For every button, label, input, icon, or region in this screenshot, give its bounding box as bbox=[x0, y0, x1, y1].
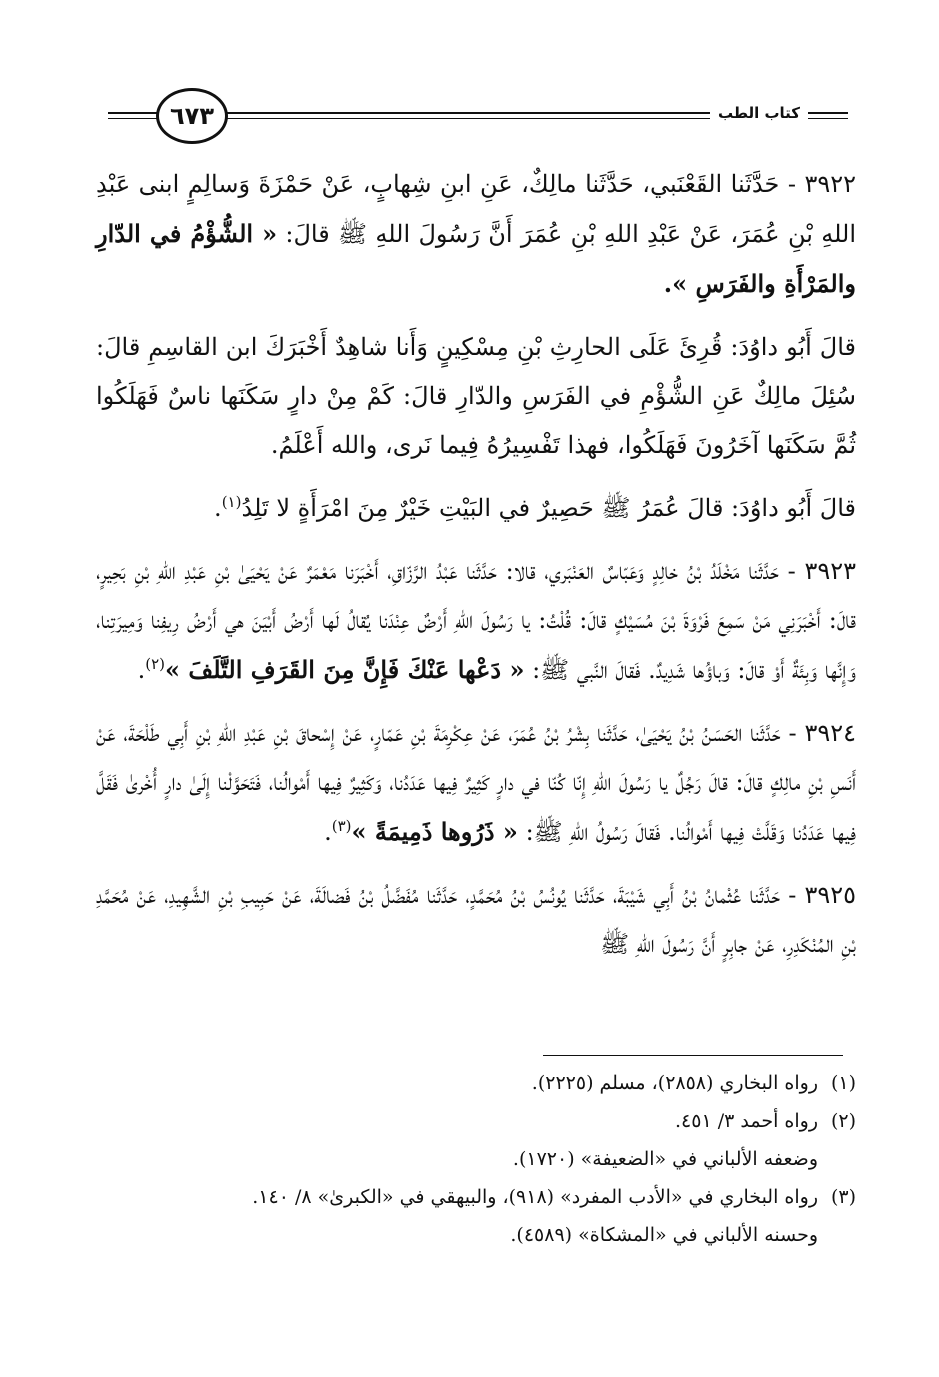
paragraph-text: . bbox=[214, 494, 222, 522]
paragraph-text: قالَ أَبُو داوُدَ: قُرِئَ عَلَى الحارِثِ بْنِ مِسْكِينٍ وَأَنا شاهِدٌ أَخْبَرَكَ ابن القاسِمِ قالَ: سُئِلَ مالِكٌ عَنِ الشُّؤْمِ في الفَرَسِ والدّارِ قالَ: كَمْ مِنْ دارٍ سَكَنَها ناسٌ فَهَلَكُوا ثُمَّ سَكَنَها آخَرُونَ فَهَلَكُوا، فهذا تَفْسِيرُهُ فِيما نَرى، والله أَعْلَمُ. bbox=[96, 333, 857, 459]
hadith-quote: « دَعْها عَنْكَ فَإِنَّ مِنَ القَرَفِ التَّلَفَ » bbox=[165, 655, 525, 684]
footnote bbox=[96, 1216, 856, 1254]
hadith-quote: « ذَرُوها ذَمِيمَةً » bbox=[351, 817, 518, 846]
footnote-text: رواه أحمد ٣/ ٤٥١. bbox=[675, 1110, 818, 1132]
hadith-paragraph bbox=[96, 871, 856, 969]
hadith-paragraph bbox=[96, 709, 856, 857]
paragraph-text: . bbox=[324, 818, 332, 846]
footnote-number: (١) bbox=[830, 1072, 856, 1094]
footnote-text: وحسنه الألباني في «المشكاة» (٤٥٨٩). bbox=[510, 1224, 818, 1246]
footnote bbox=[96, 1102, 856, 1140]
footnote-text: وضعفه الألباني في «الضعيفة» (١٧٢٠). bbox=[512, 1148, 818, 1170]
page-number-badge: ٦٧٣ bbox=[156, 88, 228, 144]
footnote-text: رواه البخاري في «الأدب المفرد» (٩١٨)، والبيهقي في «الكبرىٰ» ٨/ ١٤٠. bbox=[252, 1186, 818, 1208]
footnote-reference: (٢) bbox=[145, 655, 165, 673]
footnotes bbox=[96, 1064, 856, 1254]
hadith-paragraph bbox=[96, 160, 856, 309]
paragraph-text: ٣٩٢٥ - حَدَّثَنا عُثْمانُ بْنُ أَبِي شَيْبَةَ، حَدَّثَنا يُونُسُ بْنُ مُحَمَّدٍ، حَدَّثَنا مُفَضَّلُ بْنُ فَضالَةَ، عَنْ حَبِيبِ بْنِ الشَّهِيدِ، عَنْ مُحَمَّدِ بْنِ المُنْكَدِرِ، عَنْ جابِرٍ أَنَّ رَسُولَ اللهِ ﷺ bbox=[96, 881, 856, 958]
footnote bbox=[96, 1064, 856, 1102]
hadith-paragraph bbox=[96, 547, 856, 695]
footnote bbox=[96, 1178, 856, 1216]
paragraph-text: ٣٩٢٤ - حَدَّثَنا الحَسَنُ بْنُ يَحْيَىٰ، حَدَّثَنا بِشْرُ بْنُ عُمَرَ، عَنْ عِكْرِمَةَ بْنِ عَمّارٍ، عَنْ إِسْحاقَ بْنِ عَبْدِ اللهِ بْنِ أَبِي طَلْحَةَ، عَنْ أَنَسِ بْنِ مالِكٍ قالَ: قالَ رَجُلٌ يا رَسُولَ اللهِ إِنّا كُنّا في دارٍ كَثِيرٌ فِيها عَدَدُنا، وَكَثِيرٌ فِيها أَمْوالُنا، فَتَحَوَّلْنا إِلَىٰ دارٍ أُخْرىٰ فَقَلَّ فِيها عَدَدُنا وَقَلَّتْ فِيها أَمْوالُنا. فَقالَ رَسُولُ اللهِ ﷺ: bbox=[96, 719, 857, 846]
footnote-number: (٢) bbox=[830, 1110, 856, 1132]
paragraph-text: . bbox=[137, 656, 146, 684]
hadith-quote: « الشُّؤْمُ في الدّارِ والمَرْأَةِ والفَرَسِ ». bbox=[96, 219, 856, 298]
page-header bbox=[108, 88, 848, 148]
footnote-text: رواه البخاري (٢٨٥٨)، مسلم (٢٢٢٥). bbox=[531, 1072, 818, 1094]
paragraph-text: قالَ أَبُو داوُدَ: قالَ عُمَرُ ﷺ حَصِيرٌ في البَيْتِ خَيْرٌ مِنَ امْرَأَةٍ لا تَلِدُ bbox=[241, 494, 856, 522]
book-title: كتاب الطب bbox=[710, 104, 808, 122]
hadith-paragraph bbox=[96, 323, 856, 470]
footnote-number: (٣) bbox=[830, 1186, 856, 1208]
footnote-reference: (٣) bbox=[331, 817, 352, 835]
hadith-paragraph bbox=[96, 484, 856, 533]
footnote bbox=[96, 1140, 856, 1178]
footnote-reference: (١) bbox=[221, 493, 242, 511]
paragraph-text: ٣٩٢٣ - حَدَّثَنا مَخْلَدُ بْنُ خالِدٍ وَعَبّاسٌ العَنْبَري، قالا: حَدَّثَنا عَبْدُ الرَّزّاقِ، أَخْبَرَنا مَعْمَرٌ عَنْ يَحْيَىٰ بْنِ عَبْدِ اللهِ بْنِ بَحِيرٍ، قالَ: أَخْبَرَنِي مَنْ سَمِعَ فَرْوَةَ بْنَ مُسَيْكٍ قالَ: قُلْتُ: يا رَسُولَ اللهِ أَرْضٌ عِنْدَنا يُقالُ لَها أَرْضُ أَبْيَنَ هي أَرْضُ رِيفِنا وَمِيرَتِنا، وَإِنَّها وَبِئَةٌ أَوْ قالَ: وَباؤُها شَدِيدٌ. فَقالَ النَّبي ﷺ: bbox=[96, 557, 856, 684]
main-text bbox=[96, 160, 856, 983]
paragraph-text: ٣٩٢٢ - حَدَّثَنا القَعْنَبي، حَدَّثَنا مالِكٌ، عَنِ ابنِ شِهابٍ، عَنْ حَمْزَةَ وَسالِمٍ ابنى عَبْدِ اللهِ بْنِ عُمَرَ، عَنْ عَبْدِ اللهِ بْنِ عُمَرَ أَنَّ رَسُولَ اللهِ ﷺ قالَ: bbox=[96, 170, 856, 248]
footnote-divider bbox=[543, 1055, 843, 1056]
